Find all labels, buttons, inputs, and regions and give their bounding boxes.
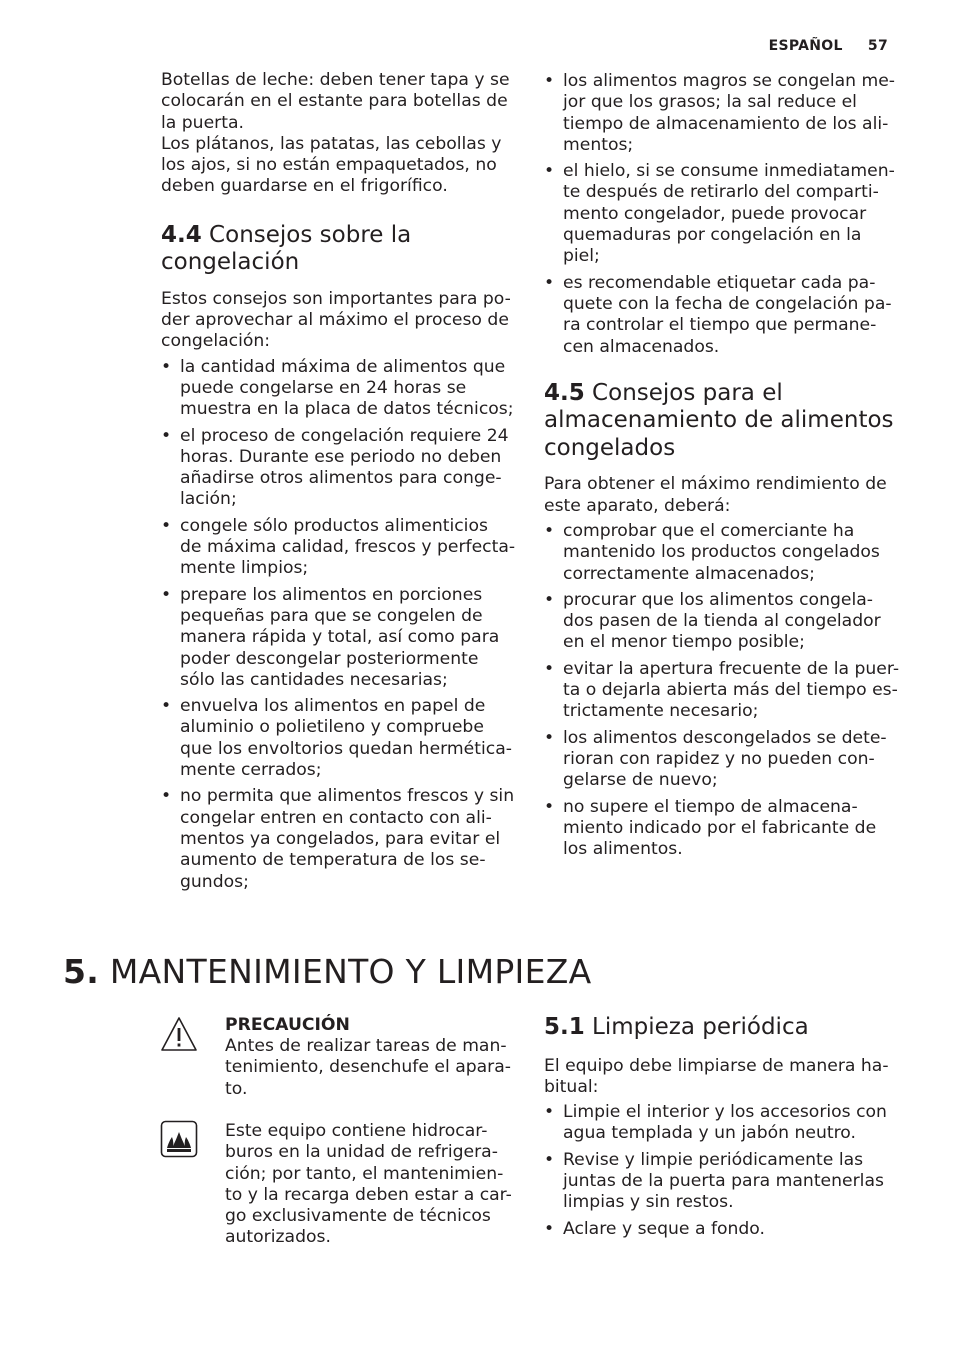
list-item: • el hielo, si se consume inmediatamen- te después de retirarlo del comparti- mento congelador, puede provocar quemaduras por congelación en la piel; [544,161,900,267]
caution-note [225,1015,515,1100]
header-language: ESPAÑOL [768,38,843,54]
chapter-number: 5. [63,952,100,991]
flammable-gas-icon [160,1120,198,1162]
section-title: Limpieza periódica [584,1014,809,1040]
list-item: • Aclare y seque a fondo. [544,1219,900,1240]
left-column [161,70,516,898]
section-4-5-list [544,521,900,860]
list-item: • el proceso de congelación requiere 24 horas. Durante ese periodo no deben añadirse otros alimentos para conge- lación; [161,426,516,511]
section-4-5-intro: Para obtener el máximo rendimiento de este aparato, deberá: [544,474,887,516]
section-4-4-heading [161,222,516,277]
caution-text: Antes de realizar tareas de man- tenimiento, desenchufe el apara- to. [225,1036,511,1099]
section-4-4-list [161,357,516,893]
list-item: • prepare los alimentos en porciones pequeñas para que se congelen de manera rápida y total, así como para poder descongelar posteriormente sólo las cantidades necesarias; [161,585,516,691]
page-number: 57 [867,38,888,54]
list-item: • la cantidad máxima de alimentos que puede congelarse en 24 horas se muestra en la placa de datos técnicos; [161,357,516,421]
right-column [544,71,900,865]
hydrocarbon-note [225,1121,515,1249]
list-item: • los alimentos descongelados se dete- rioran con rapidez y no pueden con- gelarse de nuevo; [544,728,900,792]
list-item: • comprobar que el comerciante ha mantenido los productos congelados correctamente almacenados; [544,521,900,585]
section-5-1-intro: El equipo debe limpiarse de manera ha- bitual: [544,1055,889,1097]
freezing-tips-continued-list [544,71,900,358]
section-5-1 [544,1014,900,1245]
section-number: 4.4 [161,221,202,248]
list-item: • no supere el tiempo de almacena- miento indicado por el fabricante de los alimentos. [544,797,900,861]
section-4-5-heading [544,380,900,463]
hydrocarbon-text: Este equipo contiene hidrocar- buros en la unidad de refrigera- ción; por tanto, el mantenimien- to y la recarga deben estar a car- go exclusivamente de técnicos autorizados. [225,1121,512,1248]
list-item: • los alimentos magros se congelan me- jor que los grasos; la sal reduce el tiempo de almacenamiento de los ali- mentos; [544,71,900,156]
section-title: Consejos para el almacenamiento de alimentos congelados [544,379,894,461]
caution-title: PRECAUCIÓN [225,1015,350,1035]
section-title: Consejos sobre la congelación [161,221,412,276]
intro-paragraph: Botellas de leche: deben tener tapa y se colocarán en el estante para botellas de la puerta. Los plátanos, las patatas, las cebollas y los ajos, si no están empaquetados, no deben guardarse en el frigorífico. [161,70,510,197]
list-item: • envuelva los alimentos en papel de aluminio o polietileno y compruebe que los envoltorios quedan hermética- mente cerrados; [161,696,516,781]
chapter-title: MANTENIMIENTO Y LIMPIEZA [99,952,592,991]
list-item: • congele sólo productos alimenticios de máxima calidad, frescos y perfecta- mente limpios; [161,516,516,580]
page-header [749,38,888,54]
list-item: • Revise y limpie periódicamente las juntas de la puerta para mantenerlas limpias y sin restos. [544,1150,900,1214]
list-item: • no permita que alimentos frescos y sin congelar entren en contacto con ali- mentos ya congelados, para evitar el aumento de temperatura de los se- gundos; [161,786,516,892]
list-item: • Limpie el interior y los accesorios con agua templada y un jabón neutro. [544,1102,900,1145]
list-item: • evitar la apertura frecuente de la puer- ta o dejarla abierta más del tiempo es- trictamente necesario; [544,659,900,723]
warning-triangle-icon [160,1016,198,1056]
section-5-1-list [544,1102,900,1240]
chapter-heading [63,952,592,991]
section-4-4-intro: Estos consejos son importantes para po- der aprovechar al máximo el proceso de congelación: [161,288,511,352]
section-5-1-heading [544,1014,900,1042]
list-item: • procurar que los alimentos congela- dos pasen de la tienda al congelador en el menor tiempo posible; [544,590,900,654]
section-number: 5.1 [544,1014,585,1040]
list-item: • es recomendable etiquetar cada pa- quete con la fecha de congelación pa- ra controlar el tiempo que permane- cen almacenados. [544,273,900,358]
section-number: 4.5 [544,379,585,406]
